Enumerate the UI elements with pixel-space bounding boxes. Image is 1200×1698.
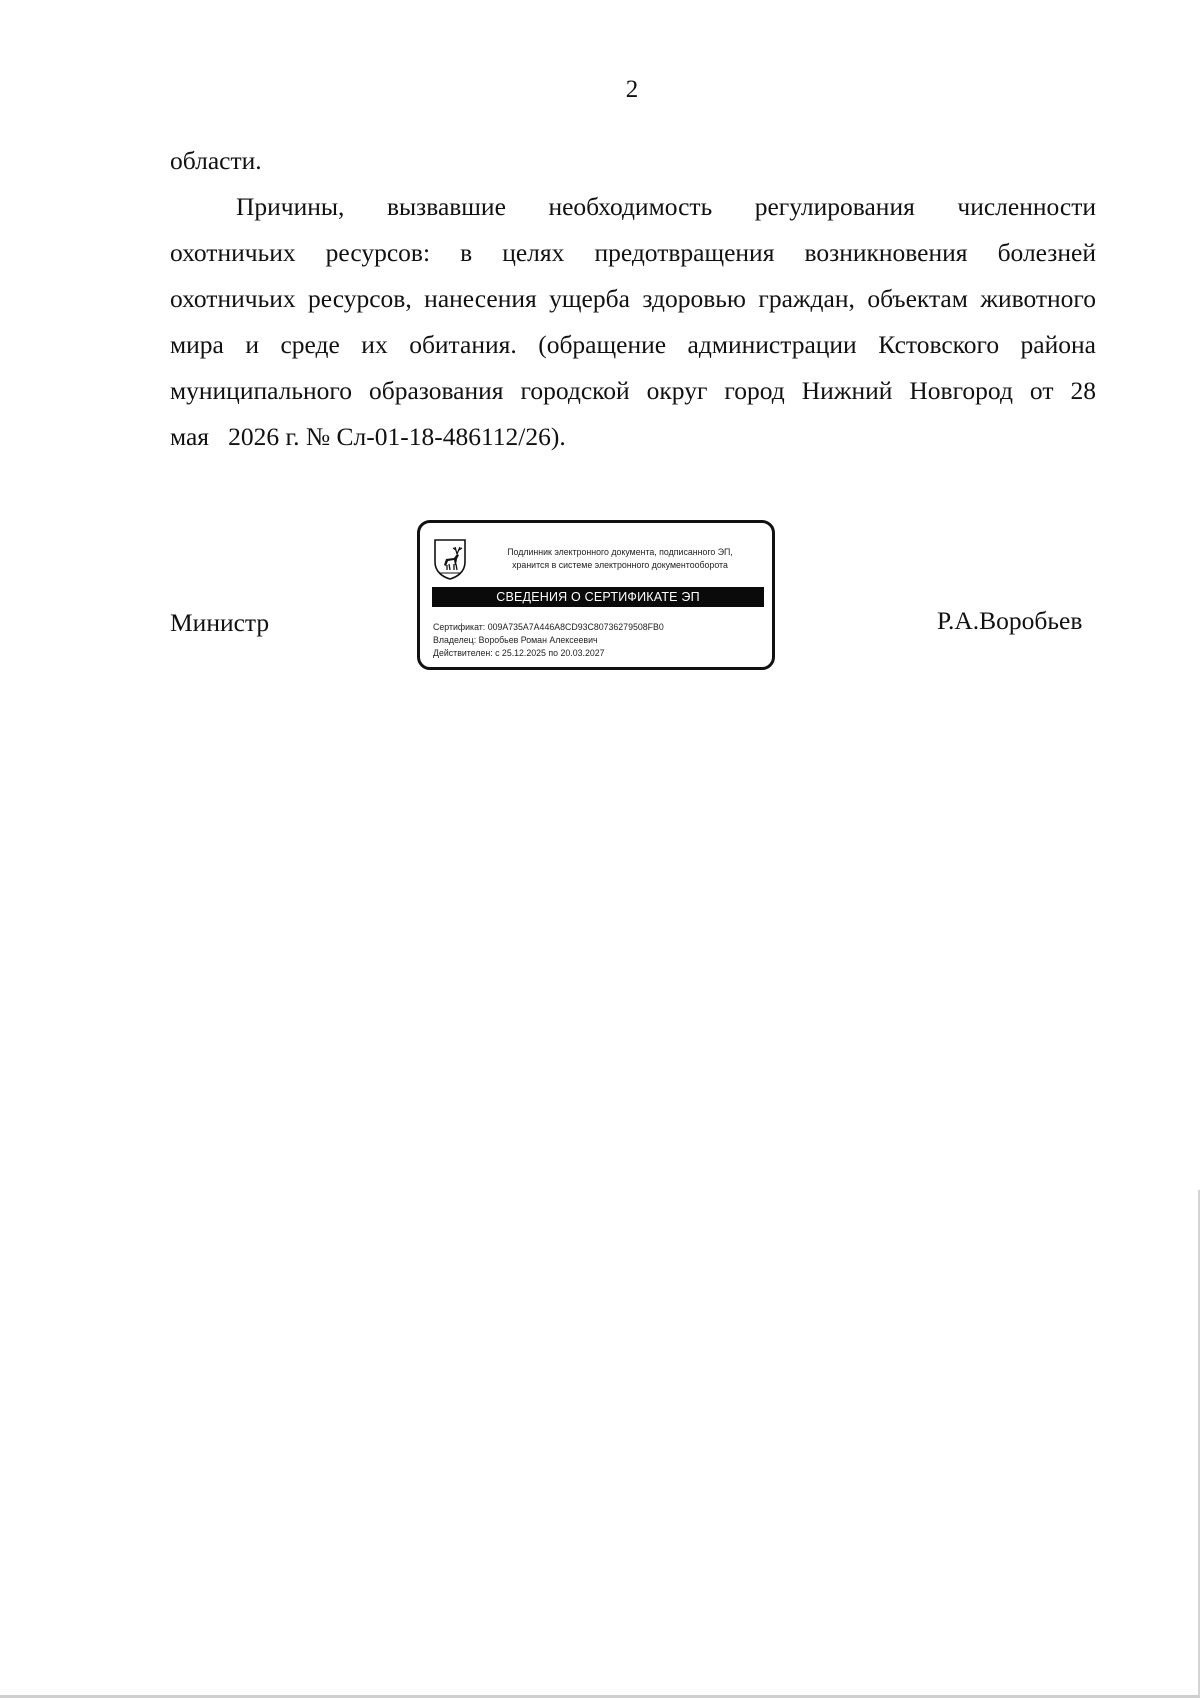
page-number: 2 bbox=[625, 76, 639, 103]
stamp-note-line: Подлинник электронного документа, подписанного ЭП, bbox=[507, 547, 733, 557]
signatory-name: Р.А.Воробьев bbox=[937, 606, 1083, 635]
certificate-number: Сертификат: 009A735A7A446A8CD93C80736279508FB0 bbox=[433, 622, 664, 632]
document-body bbox=[170, 138, 1096, 460]
stamp-header: СВЕДЕНИЯ О СЕРТИФИКАТЕ ЭП bbox=[432, 587, 764, 607]
coat-of-arms-icon bbox=[433, 538, 467, 580]
body-line: охотничьих ресурсов: в целях предотвращения возникновения болезней bbox=[170, 238, 1096, 267]
certificate-details bbox=[433, 621, 664, 660]
body-line: охотничьих ресурсов, нанесения ущерба здоровью граждан, объектам животного bbox=[170, 284, 1096, 313]
stamp-note bbox=[480, 546, 760, 571]
certificate-owner: Владелец: Воробьев Роман Алексеевич bbox=[433, 635, 598, 645]
electronic-signature-stamp bbox=[417, 520, 775, 670]
body-line: Причины, вызвавшие необходимость регулирования численности bbox=[236, 192, 1096, 221]
body-line: муниципального образования городской округ город Нижний Новгород от 28 bbox=[170, 376, 1096, 405]
body-line: области. bbox=[170, 146, 262, 175]
signatory-position: Министр bbox=[170, 608, 270, 637]
stamp-note-line: хранится в системе электронного документооборота bbox=[512, 559, 728, 570]
body-line: мая 2026 г. № Сл-01-18-486112/26). bbox=[170, 422, 566, 451]
certificate-validity: Действителен: с 25.12.2025 по 20.03.2027 bbox=[433, 648, 605, 658]
body-line: мира и среде их обитания. (обращение администрации Кстовского района bbox=[170, 330, 1096, 359]
